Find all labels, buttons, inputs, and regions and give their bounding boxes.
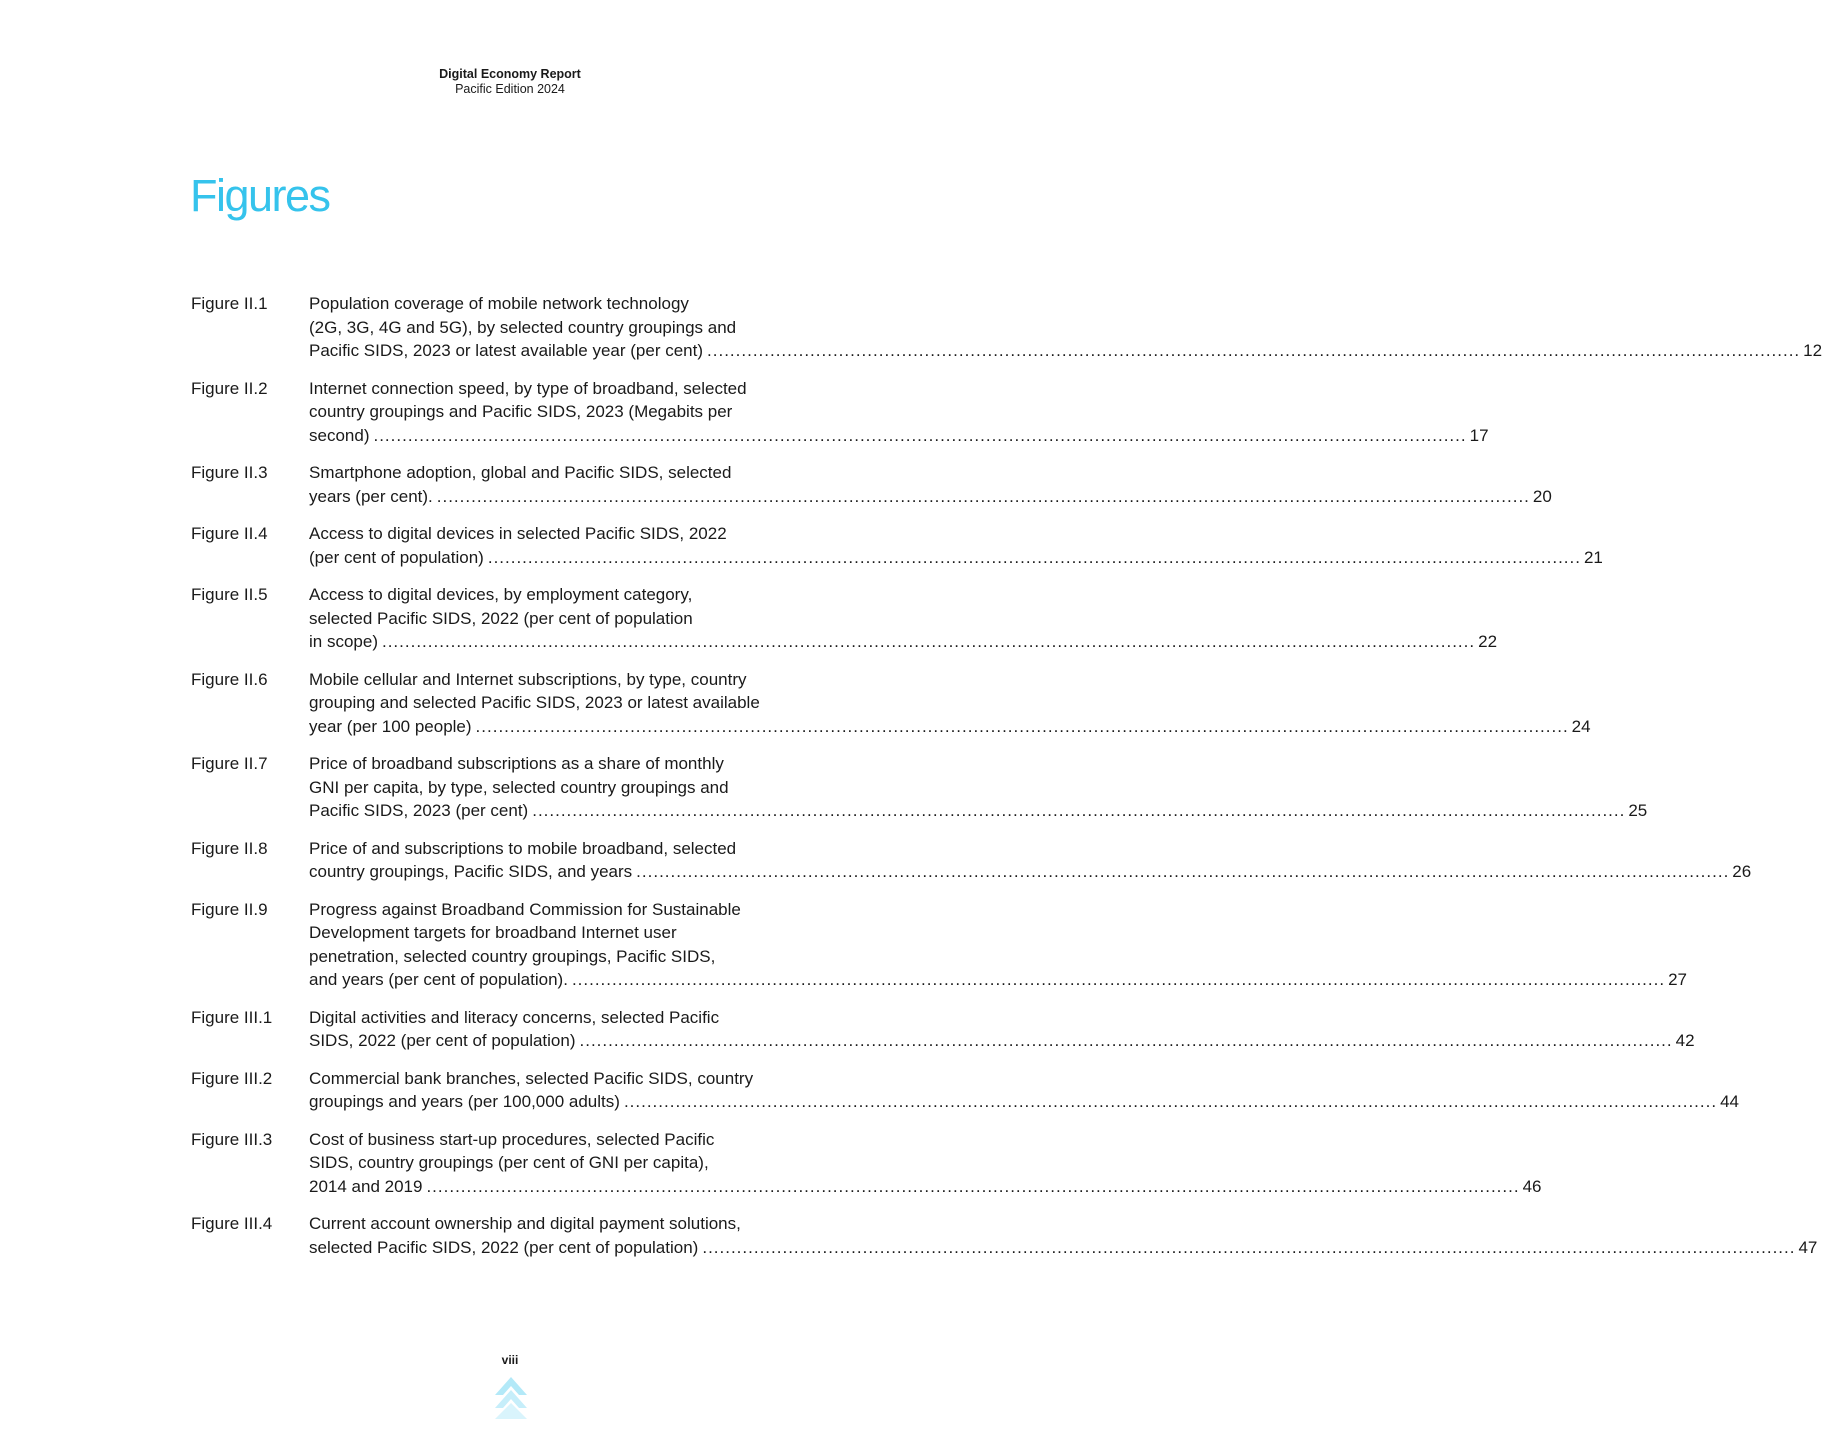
dot-leader (580, 1029, 1673, 1053)
list-item[interactable] (191, 898, 1687, 992)
figure-number: Figure II.4 (191, 524, 268, 543)
chevron-up-icon (495, 1377, 527, 1419)
caption-last-line (309, 968, 1687, 992)
caption-line: SIDS, 2022 (per cent of population) (309, 1031, 576, 1050)
list-item[interactable] (191, 1212, 1818, 1259)
figure-caption (309, 668, 1591, 739)
dot-leader (702, 1236, 1795, 1260)
figure-caption (309, 583, 1497, 654)
list-item[interactable] (191, 1006, 1695, 1053)
page-reference[interactable]: 17 (1469, 425, 1489, 445)
figure-caption (309, 837, 1751, 884)
figure-number: Figure II.1 (191, 294, 268, 313)
figure-caption (309, 1006, 1695, 1053)
caption-line: Pacific SIDS, 2023 (per cent) (309, 801, 529, 820)
caption-line: country groupings, Pacific SIDS, and years (309, 862, 633, 881)
dot-leader (426, 1175, 1519, 1199)
caption-line: Cost of business start-up procedures, selected Pacific (309, 1129, 715, 1149)
caption-line: SIDS, country groupings (per cent of GNI per capita), (309, 1153, 709, 1172)
report-title: Digital Economy Report (439, 67, 581, 81)
caption-line: country groupings and Pacific SIDS, 2023 (Megabits per (309, 402, 733, 421)
figure-caption (309, 461, 1552, 508)
caption-line: Access to digital devices, by employment category, (309, 585, 693, 604)
caption-last-line (309, 715, 1591, 739)
list-item[interactable] (191, 837, 1752, 884)
figure-number: Figure III.2 (191, 1068, 273, 1088)
page-reference[interactable]: 47 (1798, 1237, 1818, 1257)
dot-leader (437, 485, 1530, 509)
figure-caption (309, 1128, 1542, 1199)
figure-caption (309, 1067, 1739, 1114)
caption-line: groupings and years (per 100,000 adults) (309, 1092, 620, 1111)
page-reference[interactable]: 12 (1803, 341, 1822, 360)
list-item[interactable] (191, 292, 1822, 363)
figure-number: Figure II.5 (191, 585, 268, 604)
list-item[interactable] (191, 752, 1648, 823)
caption-line: year (per 100 people) (309, 716, 472, 736)
page-reference[interactable]: 24 (1571, 716, 1591, 736)
caption-line: (per cent of population) (309, 547, 484, 567)
figure-caption (309, 1212, 1817, 1259)
figure-number: Figure II.7 (191, 754, 268, 773)
page-reference[interactable]: 27 (1668, 970, 1687, 989)
dot-leader (476, 715, 1569, 739)
figure-caption (309, 292, 1822, 363)
figure-number: Figure III.4 (191, 1214, 273, 1233)
caption-line: Access to digital devices in selected Pacific SIDS, 2022 (309, 524, 727, 543)
list-item[interactable] (191, 1067, 1739, 1114)
list-item[interactable] (191, 522, 1603, 569)
caption-line: grouping and selected Pacific SIDS, 2023 or latest available (309, 693, 760, 712)
page-reference[interactable]: 44 (1720, 1092, 1739, 1111)
caption-line: in scope) (309, 632, 378, 651)
page-reference[interactable]: 20 (1532, 486, 1552, 506)
caption-line: Price of broadband subscriptions as a share of monthly (309, 754, 724, 773)
caption-line: Progress against Broadband Commission for Sustainable (309, 899, 741, 919)
figures-list (191, 292, 1822, 1273)
caption-last-line (309, 546, 1603, 570)
caption-last-line (309, 1236, 1817, 1260)
caption-line: Mobile cellular and Internet subscriptions, by type, country (309, 669, 747, 689)
caption-last-line (309, 860, 1751, 884)
page-reference[interactable]: 21 (1583, 547, 1603, 567)
caption-last-line (309, 485, 1552, 509)
caption-line: Pacific SIDS, 2023 or latest available year (per cent) (309, 341, 704, 360)
caption-line: selected Pacific SIDS, 2022 (per cent of population) (309, 1237, 699, 1257)
list-item[interactable] (191, 1128, 1542, 1199)
dot-leader (636, 860, 1729, 884)
caption-last-line (309, 1090, 1739, 1114)
figure-number: Figure II.6 (191, 669, 268, 689)
page-reference[interactable]: 22 (1478, 632, 1498, 651)
page-number: viii (501, 1353, 519, 1367)
caption-line: years (per cent). (309, 486, 433, 506)
figure-caption (309, 377, 1489, 448)
caption-line: GNI per capita, by type, selected country groupings and (309, 777, 729, 797)
caption-line: 2014 and 2019 (309, 1176, 423, 1196)
page-reference[interactable]: 46 (1522, 1176, 1542, 1196)
caption-last-line (309, 339, 1822, 363)
page-reference[interactable]: 26 (1732, 862, 1752, 881)
caption-line: and years (per cent of population). (309, 970, 568, 989)
caption-last-line (309, 1175, 1542, 1199)
caption-last-line (309, 799, 1647, 823)
dot-leader (488, 546, 1581, 570)
report-edition: Pacific Edition 2024 (455, 82, 565, 96)
list-item[interactable] (191, 461, 1552, 508)
figure-number: Figure II.8 (191, 838, 268, 858)
figure-number: Figure II.9 (191, 899, 268, 919)
page-reference[interactable]: 25 (1628, 801, 1648, 820)
figure-caption (309, 898, 1687, 992)
dot-leader (373, 424, 1466, 448)
figure-number: Figure II.3 (191, 463, 268, 482)
page-title: Figures (190, 170, 330, 221)
dot-leader (707, 339, 1800, 363)
caption-line: Smartphone adoption, global and Pacific SIDS, selected (309, 463, 732, 482)
caption-line: Development targets for broadband Internet user (309, 923, 677, 942)
page-reference[interactable]: 42 (1675, 1031, 1695, 1050)
dot-leader (532, 799, 1625, 823)
figure-number: Figure III.1 (191, 1007, 273, 1027)
caption-line: second) (309, 425, 370, 445)
caption-line: selected Pacific SIDS, 2022 (per cent of population (309, 608, 693, 628)
caption-line: Current account ownership and digital payment solutions, (309, 1214, 741, 1233)
caption-line: Digital activities and literacy concerns, selected Pacific (309, 1007, 720, 1027)
list-item[interactable] (191, 583, 1498, 654)
figure-number: Figure III.3 (191, 1129, 273, 1149)
dot-leader (624, 1090, 1717, 1114)
dot-leader (572, 968, 1665, 992)
figure-caption (309, 522, 1603, 569)
caption-last-line (309, 1029, 1695, 1053)
dot-leader (382, 630, 1475, 654)
running-header (0, 67, 1020, 97)
caption-line: Commercial bank branches, selected Pacific SIDS, country (309, 1068, 754, 1088)
caption-last-line (309, 424, 1489, 448)
figure-number: Figure II.2 (191, 378, 268, 398)
figure-caption (309, 752, 1647, 823)
list-item[interactable] (191, 668, 1591, 739)
caption-last-line (309, 630, 1497, 654)
list-item[interactable] (191, 377, 1489, 448)
caption-line: Population coverage of mobile network technology (309, 294, 689, 313)
caption-line: Internet connection speed, by type of broadband, selected (309, 378, 747, 398)
caption-line: Price of and subscriptions to mobile broadband, selected (309, 838, 737, 858)
caption-line: (2G, 3G, 4G and 5G), by selected country groupings and (309, 317, 737, 337)
caption-line: penetration, selected country groupings, Pacific SIDS, (309, 946, 716, 966)
